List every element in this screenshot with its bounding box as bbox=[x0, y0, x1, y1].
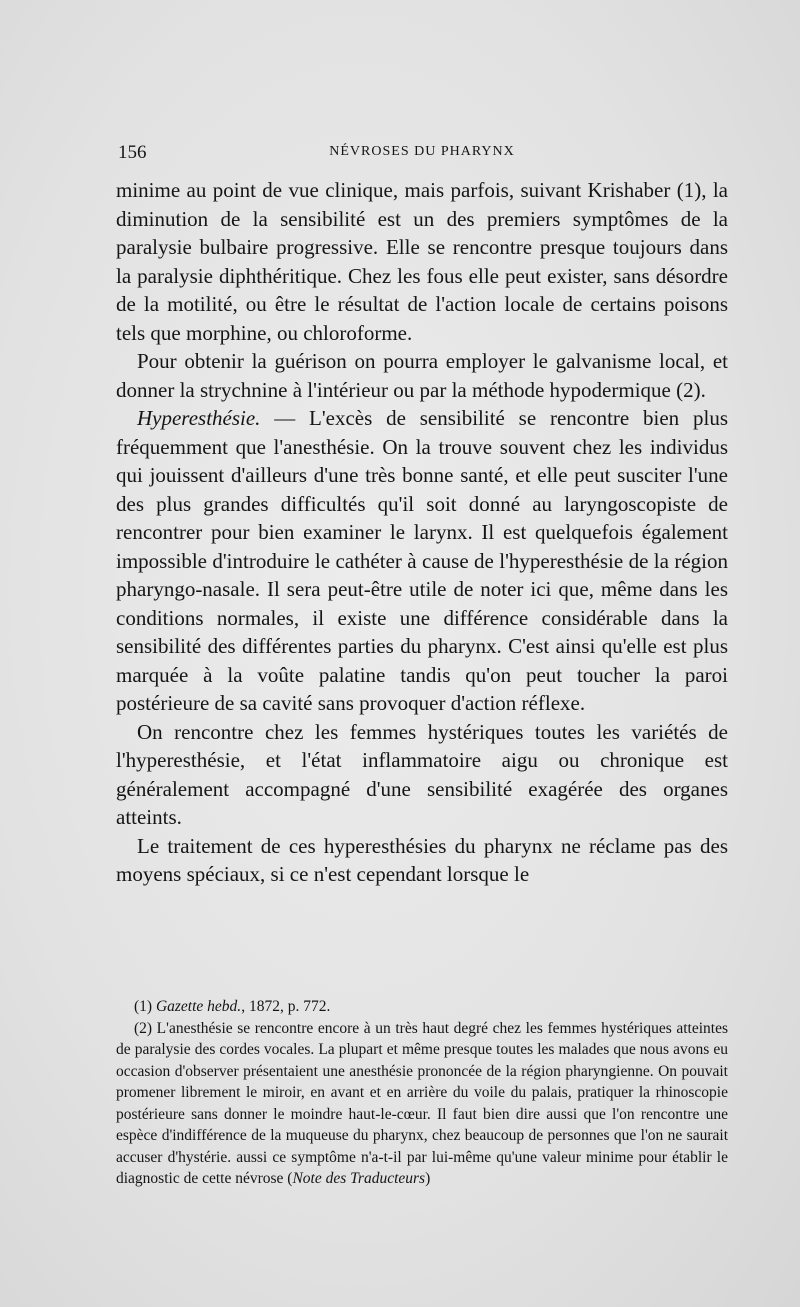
running-head: NÉVROSES DU PHARYNX bbox=[329, 144, 515, 159]
body-text bbox=[116, 176, 728, 889]
page-header bbox=[116, 142, 728, 166]
paragraph-3 bbox=[116, 404, 728, 718]
footnote-2-text: (2) L'anesthésie se rencontre encore à un très haut degré chez les femmes hystériques atteintes de paralysie des cordes vocales. La plupart et même presque toutes les malades que nous avons eu occasion d'observer présentaient une anesthésie prononcée de la région pharyngienne. On pouvait promener librement le miroir, en avant et en arrière du voile du palais, pratiquer la rhinoscopie postérieure sans donner le moindre haut-le-cœur. Il faut bien dire aussi que l'on rencontre une espèce d'indifférence de la muqueuse du pharynx, chez beaucoup de personnes que l'on ne saurait accuser d'hystérie. aussi ce symptôme n'a-t-il par lui-même qu'une valeur minime pour établir le diagnostic de cette névrose ( bbox=[116, 1019, 728, 1187]
footnote-2-translator-note: Note des Traducteurs bbox=[292, 1170, 426, 1187]
paragraph-4: On rencontre chez les femmes hystériques toutes les variétés de l'hyperesthésie, et l'état inflammatoire aigu ou chronique est généralement accompagné d'une sensibilité exagérée des organes atteints. bbox=[116, 719, 728, 829]
section-heading-hyperesthesie: Hyperesthésie. bbox=[137, 406, 261, 430]
paragraph-5: Le traitement de ces hyperesthésies du pharynx ne réclame pas des moyens spéciaux, si ce n'est cependant lorsque le bbox=[116, 833, 728, 886]
footnotes bbox=[116, 996, 728, 1190]
paragraph-3-text: — L'excès de sensibilité se rencontre bien plus fréquemment que l'anesthésie. On la trouve souvent chez les individus qui jouissent d'ailleurs d'une très bonne santé, et elle peut susciter l'une des plus grandes difficultés qu'il soit donné au laryngoscopiste de rencontrer pour bien examiner le larynx. Il est quelquefois également impossible d'introduire le cathéter à cause de l'hyperesthésie de la région pharyngo-nasale. Il sera peut-être utile de noter ici que, même dans les conditions normales, il existe une différence considérable dans la sensibilité des différentes parties du pharynx. C'est ainsi qu'elle est plus marquée à la voûte palatine tandis qu'on peut toucher la paroi postérieure de sa cavité sans provoquer d'action réflexe. bbox=[116, 406, 728, 715]
footnote-1-number: (1) bbox=[134, 998, 156, 1015]
footnote-1-source: Gazette hebd. bbox=[155, 998, 242, 1015]
footnote-2 bbox=[116, 1018, 728, 1190]
paragraph-1: minime au point de vue clinique, mais parfois, suivant Krishaber (1), la diminution de la sensibilité est un des premiers symptômes de la paralysie bulbaire progressive. Elle se rencontre presque toujours dans la paralysie diphthéritique. Chez les fous elle peut exister, sans désordre de la motilité, ou être le résultat de l'action locale de certains poisons tels que morphine, ou chloroforme. bbox=[116, 178, 728, 345]
footnote-1-reference: , 1872, p. 772. bbox=[241, 998, 331, 1015]
footnote-2-close: ) bbox=[425, 1170, 431, 1187]
footnote-1 bbox=[116, 996, 728, 1018]
paragraph-2: Pour obtenir la guérison on pourra employer le galvanisme local, et donner la strychnine à l'intérieur ou par la méthode hypodermique (2). bbox=[116, 349, 728, 402]
page-number: 156 bbox=[118, 142, 147, 163]
